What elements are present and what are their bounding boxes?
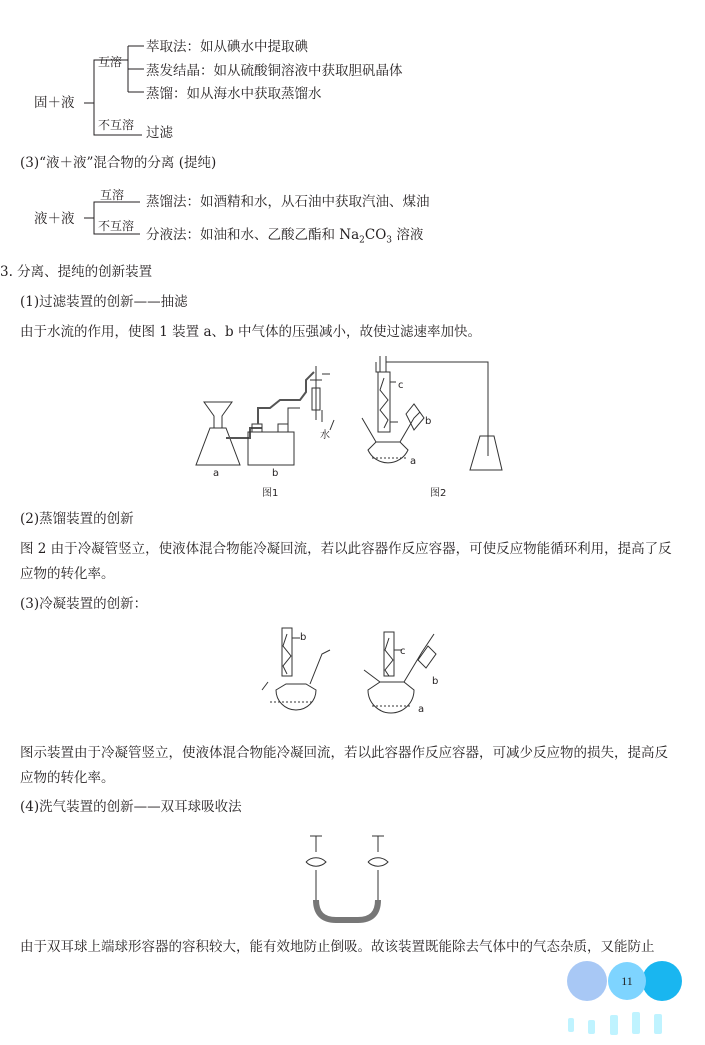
evaporation-method: 蒸发结晶：如从硫酸铜溶液中获取胆矾晶体 (146, 63, 403, 79)
fig2-label-a: a (410, 456, 417, 467)
filtration-method: 过滤 (146, 125, 173, 141)
distillation-method-2: 蒸馏法：如酒精和水，从石油中获取汽油、煤油 (146, 194, 430, 210)
section3-heading: 3. 分离、提纯的创新装置 (0, 264, 153, 280)
gas-washing-title: (4)洗气装置的创新——双耳球吸收法 (20, 799, 242, 815)
fig1-caption: 图1 (262, 488, 279, 499)
fig4-label-c: c (400, 646, 406, 657)
fig2-label-b: b (425, 416, 432, 427)
mutual-label-1: 互溶 (98, 55, 123, 69)
condensation-innovation-line1: 图示装置由于冷凝管竖立，使液体混合物能冷凝回流，若以此容器作反应容器，可减少反应物的损失，提高反 (20, 745, 668, 761)
distillation-innovation-line1: 图 2 由于冷凝管竖立，使液体混合物能冷凝回流，若以此容器作反应容器，可使反应物能循环利用，提高了反 (20, 541, 672, 557)
condensation-innovation-title: (3)冷凝装置的创新： (20, 596, 148, 612)
sub-3: 3 (386, 235, 393, 246)
fig2-caption: 图2 (430, 488, 447, 499)
fig2-label-c: c (398, 380, 404, 391)
fig1-label-b: b (272, 468, 279, 479)
suction-filtration-text: 由于水流的作用，使图 1 装置 a、b 中气体的压强减小，故使过滤速率加快。 (20, 324, 481, 340)
page-number: 11 (608, 962, 646, 1000)
immiscible-label-2: 不互溶 (98, 219, 135, 233)
distillation-method: 蒸馏：如从海水中获取蒸馏水 (146, 86, 322, 102)
fig3-label-b: b (300, 632, 307, 643)
sub-2: 2 (359, 235, 365, 246)
mutual-label-2: 互溶 (100, 188, 125, 202)
liquid-liquid-label: 液＋液 (34, 211, 75, 227)
liquid-liquid-heading: (3)“液＋液”混合物的分离 (提纯) (20, 155, 217, 171)
fig4-label-b: b (432, 676, 439, 687)
suction-filtration-title: (1)过滤装置的创新——抽滤 (20, 294, 188, 310)
extraction-method: 萃取法：如从碘水中提取碘 (146, 39, 308, 55)
immiscible-label-1: 不互溶 (98, 118, 135, 132)
solid-liquid-label: 固＋液 (34, 95, 75, 111)
solution-text: 溶液 (392, 227, 424, 243)
condensation-innovation-line2: 应物的转化率。 (20, 770, 115, 786)
fig1-label-water: 水 (320, 430, 330, 441)
gas-washing-text: 由于双耳球上端球形容器的容积较大，能有效地防止倒吸。故该装置既能除去气体中的气态杂质，又能防止 (20, 939, 655, 955)
fig1-label-a: a (213, 468, 220, 479)
separatory-text: 分液法：如油和水、乙酸乙酯和 Na (146, 227, 360, 243)
fig4-label-a: a (418, 704, 425, 715)
distillation-innovation-title: (2)蒸馏装置的创新 (20, 511, 134, 527)
distillation-innovation-line2: 应物的转化率。 (20, 566, 115, 582)
co-text: CO (364, 227, 387, 243)
